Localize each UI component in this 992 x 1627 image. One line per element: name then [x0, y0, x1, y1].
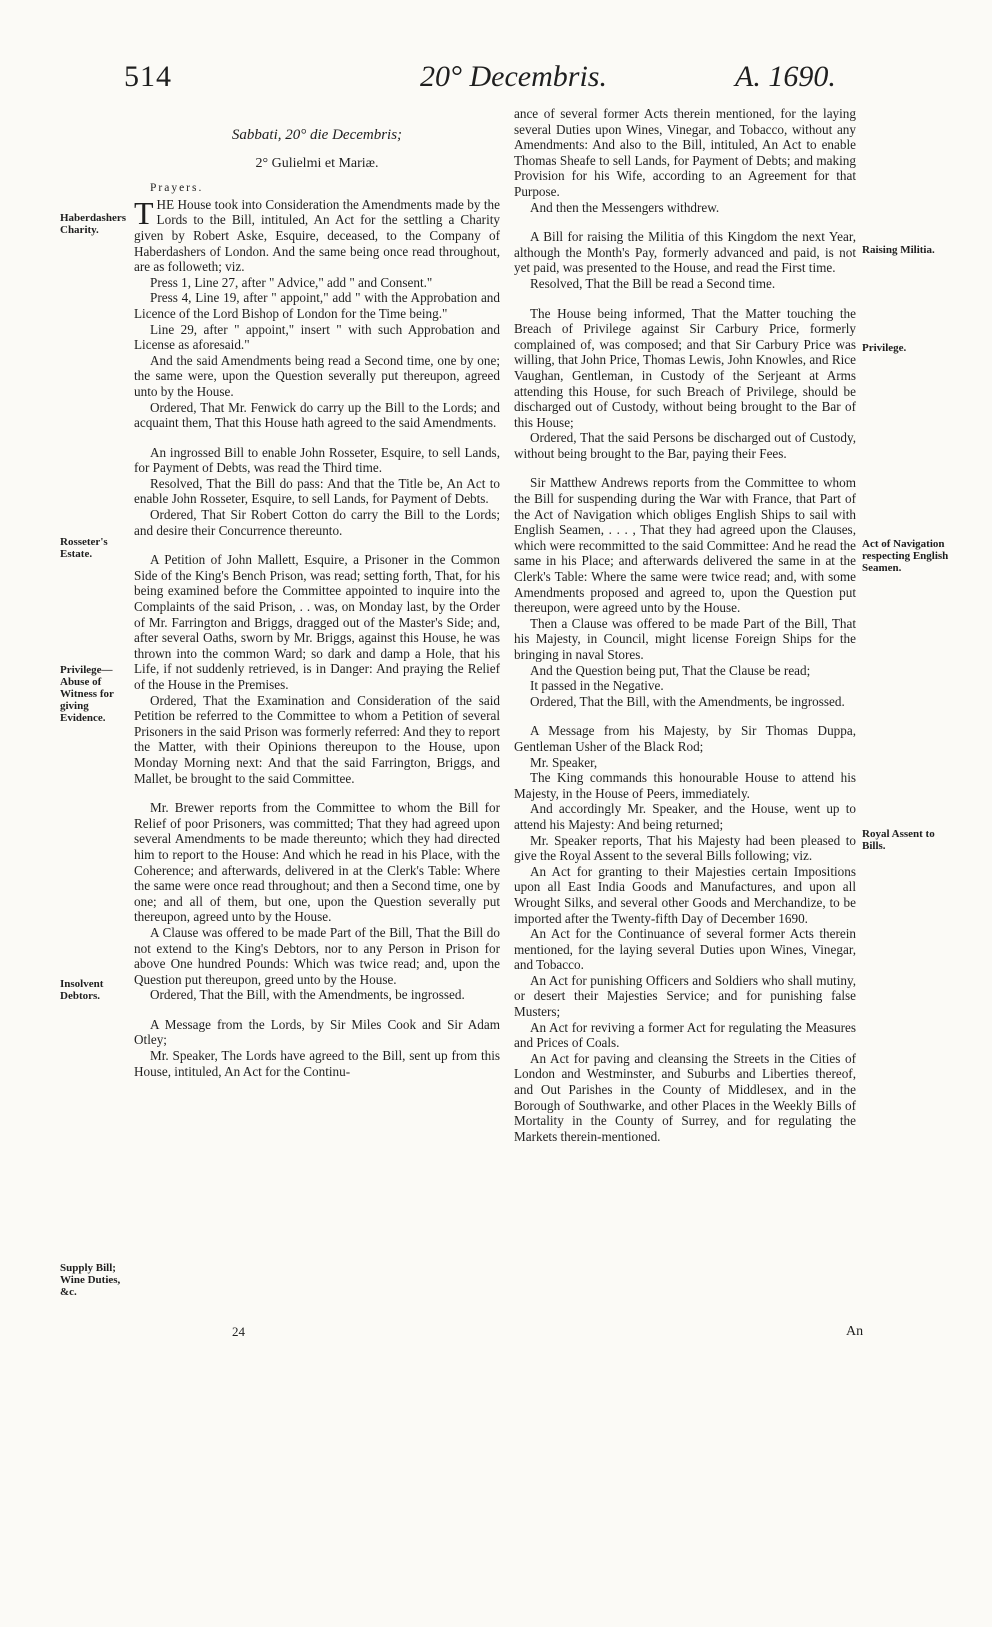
- regnal-year: 2° Gulielmi et Mariæ.: [255, 155, 379, 171]
- paragraph: Ordered, That Sir Robert Cotton do carry the Bill to the Lords; and desire their Concurrence thereunto.: [134, 507, 500, 538]
- paragraph: THE House took into Consideration the Amendments made by the Lords to the Bill, intituled, An Act for the settling a Charity given by Robert Aske, Esquire, deceased, to the Company of Haberdashers of London. And the same being once read throughout, are as followeth; viz.: [134, 194, 500, 275]
- margin-note-rosseter: Rosseter's Estate.: [60, 536, 108, 560]
- paragraph: And the said Amendments being read a Second time, one by one; the same were, upon the Question severally put thereupon, agreed unto by the House.: [134, 352, 500, 399]
- paragraph: And then the Messengers withdrew.: [530, 199, 720, 215]
- margin-note-militia: Raising Militia.: [862, 244, 935, 256]
- paragraph: It passed in the Negative.: [530, 678, 664, 694]
- margin-note-haberdashers: Haberdashers Charity.: [60, 212, 126, 236]
- paragraph: Mr. Speaker reports, That his Majesty had been pleased to give the Royal Assent to the several Bills following; viz.: [514, 832, 856, 864]
- paragraph: The King commands this honourable House to attend his Majesty, in the House of Peers, immediately.: [514, 770, 856, 801]
- catchword: An: [846, 1324, 864, 1339]
- paragraph: Press 1, Line 27, after " Advice," add " and Consent.": [150, 274, 433, 290]
- paragraph: Sir Matthew Andrews reports from the Committee to whom the Bill for suspending during the War with France, that Part of the Act of Navigation which obliges English Ships to sail with English Seamen, . . . , That they had agreed upon the Clauses, which were recommitted to the said Committee: And he read the same in his Place; and afterwards delivered the same in at the Clerk's Table: Where the same were twice read; and, with some Amendments proposed and agreed to, upon the Question put thereupon, were agreed unto by the House.: [514, 475, 856, 616]
- paragraph: Resolved, That the Bill be read a Second time.: [530, 275, 776, 291]
- paragraph: Mr. Speaker, The Lords have agreed to the Bill, sent up from this House, intituled, An Act for the Continu-: [134, 1048, 500, 1079]
- paragraph: Mr. Speaker,: [530, 754, 598, 770]
- paragraph: A Petition of John Mallett, Esquire, a Prisoner in the Common Side of the King's Bench Prison, was read; setting forth, That, for his being examined before the Committee appointed to inquire into the Complaints of the said Prison, . . was, on Monday last, by the Order of Mr. Farrington and Briggs, dragged out of the Master's Side; and, after several Oaths, sworn by Mr. Briggs, against this House, he was thrown into the common Ward; so dark and damp a Hole, that his Life, if not suddenly retrieved, is in Danger: And praying the Relief of the House in the Premises.: [134, 552, 500, 692]
- paragraph: A Message from the Lords, by Sir Miles Cook and Sir Adam Otley;: [134, 1016, 500, 1048]
- paragraph: An Act for the Continuance of several former Acts therein mentioned, for the laying several Duties upon Wines, Vinegar, and Tobacco.: [514, 926, 856, 973]
- margin-note-royal-assent: Royal Assent to Bills.: [862, 828, 935, 852]
- paragraph: An Act for punishing Officers and Soldiers who shall mutiny, or desert their Majesties Service; and for punishing false Musters;: [514, 972, 856, 1020]
- prayers-heading: Prayers.: [150, 182, 204, 195]
- paragraph: A Message from his Majesty, by Sir Thomas Duppa, Gentleman Usher of the Black Rod;: [514, 723, 856, 754]
- paragraph: Mr. Brewer reports from the Committee to whom the Bill for Relief of poor Prisoners, was committed; That they had agreed upon several Amendments to be made thereunto; which they had directed him to report to the House: And which he read in his Place, with the Coherence; and afterwards, delivered in at the Clerk's Table: Where the same were once read throughout; and then a Second time, one by one; and all of them, but one, upon the Question severally put thereupon, agreed unto by the House.: [134, 800, 500, 925]
- paragraph: An Act for reviving a former Act for regulating the Measures and Prices of Coals.: [514, 1019, 856, 1051]
- paragraph: An ingrossed Bill to enable John Rosseter, Esquire, to sell Lands, for Payment of Debts, was read the Third time.: [134, 444, 500, 476]
- paragraph: And the Question being put, That the Clause be read;: [530, 662, 811, 678]
- signature-mark: 24: [232, 1324, 245, 1339]
- paragraph: An Act for granting to their Majesties certain Impositions upon all East India Goods and Manufactures, and upon all Wrought Silks, and several other Goods and Merchandize, to be imported after the Twenty-fifth Day of December 1690.: [514, 863, 856, 926]
- margin-note-supply: Supply Bill; Wine Duties, &c.: [60, 1262, 121, 1298]
- running-year: A. 1690.: [735, 60, 836, 93]
- paragraph: A Clause was offered to be made Part of the Bill, That the Bill do not extend to the King's Debtors, nor to any Person in Prison for above One hundred Pounds: Which was twice read; and, upon the Question put thereupon, greed unto by the House.: [134, 924, 500, 987]
- margin-note-privilege: Privilege.: [862, 342, 907, 354]
- paragraph: ance of several former Acts therein mentioned, for the laying several Duties upon Wines, Vinegar, and Tobacco, without any Amendments: And also to the Bill, intituled, An Act to enable Thomas Sheafe to sell Lands, for Payment of Debts; and making Provision for his Wife, according to an Agreement for that Purpose.: [514, 106, 856, 199]
- paragraph: The House being informed, That the Matter touching the Breach of Privilege against Sir Carbury Price, formerly complained of, was composed; and that Sir Carbury Price was willing, that John Price, Thomas Lewis, John Knowles, and Rice Vaughan, Gentleman, in Custody of the Serjeant at Arms attending this House, for such Breach of Privilege, should be discharged out of Custody, without being brought to the Bar of this House;: [514, 305, 856, 430]
- margin-note-insolvent: Insolvent Debtors.: [60, 978, 104, 1002]
- paragraph: Ordered, That the Examination and Consideration of the said Petition be referred to the Committee to whom a Petition of several Prisoners in the said Prison was formerly referred: And they to report the Matter, with their Opinions thereupon to the House, upon Monday Morning next: And that the said Farrington, Briggs, and Mallet, be brought to the said Committee.: [134, 692, 500, 786]
- sitting-title: Sabbati, 20° die Decembris;: [231, 127, 403, 143]
- margin-note-privilege-abuse: Privilege— Abuse of Witness for giving Evidence.: [60, 664, 114, 724]
- paragraph: Ordered, That the Bill, with the Amendments, be ingrossed.: [150, 987, 465, 1003]
- left-column: [134, 128, 500, 1079]
- paragraph: Press 4, Line 19, after " appoint," add " with the Approbation and Licence of the Lord Bishop of London for the Time being.": [134, 290, 500, 321]
- paragraph: A Bill for raising the Militia of this Kingdom the next Year, although the Month's Pay, formerly advanced and paid, is not yet paid, was presented to the House, and read the First time.: [514, 229, 856, 276]
- paragraph: Then a Clause was offered to be made Part of the Bill, That his Majesty, in Council, might license Foreign Ships for the bringing in naval Stores.: [514, 615, 856, 662]
- paragraph: Ordered, That Mr. Fenwick do carry up the Bill to the Lords; and acquaint them, That this House hath agreed to the said Amendments.: [134, 399, 500, 431]
- paragraph: Line 29, after " appoint," insert " with such Approbation and License as aforesaid.": [134, 321, 500, 353]
- paragraph: And accordingly Mr. Speaker, and the House, went up to attend his Majesty: And being returned;: [514, 801, 856, 832]
- paragraph: Ordered, That the Bill, with the Amendments, be ingrossed.: [530, 693, 845, 709]
- margin-note-navigation: Act of Navigation respecting English Seamen.: [862, 538, 949, 574]
- paragraph: Resolved, That the Bill do pass: And that the Title be, An Act to enable John Rosseter, Esquire, to sell Lands, for Payment of Debts.: [134, 475, 500, 507]
- right-column: [514, 106, 856, 1144]
- page-number: 514: [124, 60, 172, 93]
- paragraph: Ordered, That the said Persons be discharged out of Custody, without being brought to the Bar, paying their Fees.: [514, 430, 856, 461]
- drop-cap-T: T: [134, 194, 154, 231]
- running-date: 20° Decembris.: [420, 60, 607, 93]
- paragraph: An Act for paving and cleansing the Streets in the Cities of London and Westminster, and Suburbs and Liberties thereof, and Out Parishes in the County of Middlesex, and in the Borough of Southwarke, and other Places in the Weekly Bills of Mortality in the County of Surrey, and for regulating the Markets therein-mentioned.: [514, 1050, 856, 1144]
